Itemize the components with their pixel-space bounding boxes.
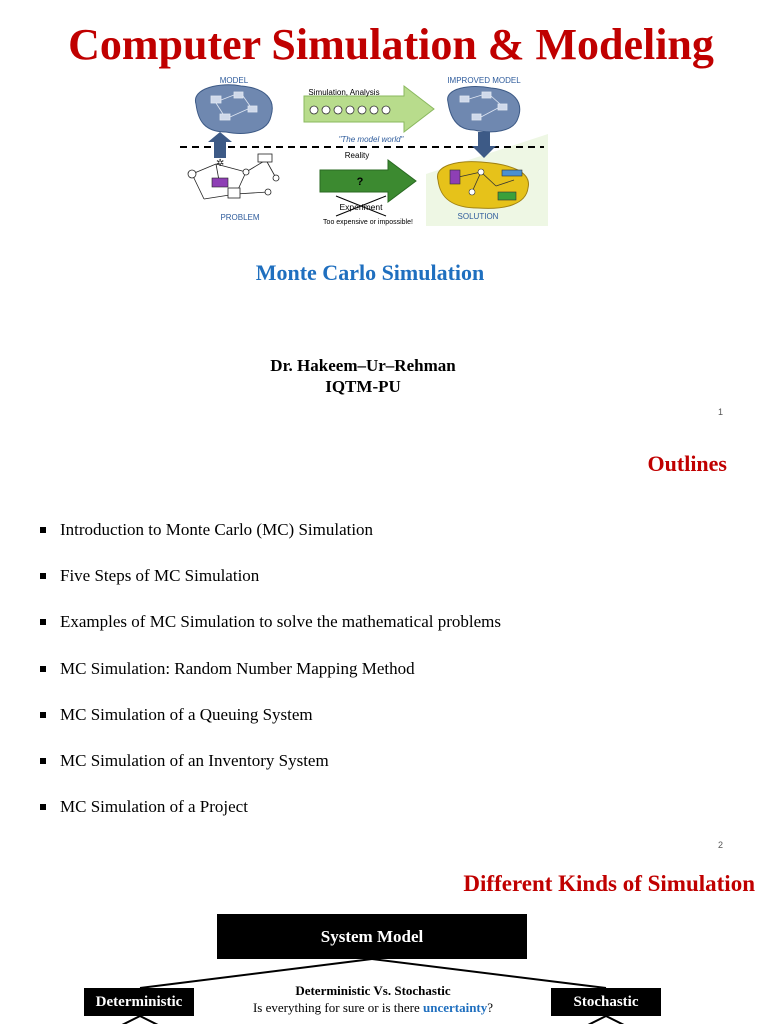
outline-list [40, 520, 501, 843]
subtitle: Monte Carlo Simulation [255, 260, 485, 285]
list-item: MC Simulation of a Project [40, 797, 501, 843]
bullet-icon [40, 712, 46, 718]
bullet-icon [40, 619, 46, 625]
expensive-label: Too expensive or impossible! [323, 219, 413, 226]
svg-text:✲: ✲ [216, 158, 225, 169]
bullet-icon [40, 758, 46, 764]
solution-blob [438, 162, 529, 209]
main-title: Computer Simulation & Modeling [68, 20, 714, 69]
list-item: MC Simulation of a Queuing System [40, 705, 501, 751]
problem-label: PROBLEM [220, 213, 260, 222]
slide-heading: Different Kinds of Simulation [463, 871, 755, 896]
outline-slide [0, 425, 768, 855]
model-label: MODEL [219, 76, 249, 85]
question-mark: ? [356, 176, 364, 188]
deterministic-vs-stochastic-note [180, 982, 566, 1016]
list-item: MC Simulation of an Inventory System [40, 751, 501, 797]
model-world-label: "The model world" [338, 135, 404, 144]
note-title: Deterministic Vs. Stochastic [295, 983, 451, 998]
page-number: 2 [718, 840, 724, 850]
model-world-diagram [176, 74, 548, 226]
list-item: Five Steps of MC Simulation [40, 566, 501, 612]
list-item: Introduction to Monte Carlo (MC) Simulation [40, 520, 501, 566]
note-question: Is everything for sure or is there uncertainty? [252, 1000, 494, 1015]
experiment-label: Experiment [339, 202, 383, 212]
deterministic-box: Deterministic [84, 988, 194, 1016]
bullet-icon [40, 666, 46, 672]
reality-label: Reality [344, 151, 370, 160]
list-item: MC Simulation: Random Number Mapping Method [40, 659, 501, 705]
page-number: 1 [718, 407, 724, 417]
bullet-icon [40, 527, 46, 533]
system-model-box: System Model [217, 914, 527, 959]
author-affiliation: IQTM-PU [325, 377, 401, 396]
slide-heading: Outlines [647, 451, 727, 476]
author-block [0, 355, 726, 397]
simulation-analysis-label: Simulation, Analysis [308, 88, 380, 97]
uncertainty-highlight: uncertainty [422, 1000, 488, 1015]
author-name: Dr. Hakeem–Ur–Rehman [270, 356, 456, 375]
list-item: Examples of MC Simulation to solve the mathematical problems [40, 612, 501, 658]
kinds-of-simulation-slide [0, 855, 768, 1024]
solution-label: SOLUTION [457, 212, 499, 221]
bullet-icon [40, 573, 46, 579]
stochastic-box: Stochastic [551, 988, 661, 1016]
bullet-icon [40, 804, 46, 810]
improved-model-label: IMPROVED MODEL [447, 76, 521, 85]
title-slide [0, 0, 768, 425]
